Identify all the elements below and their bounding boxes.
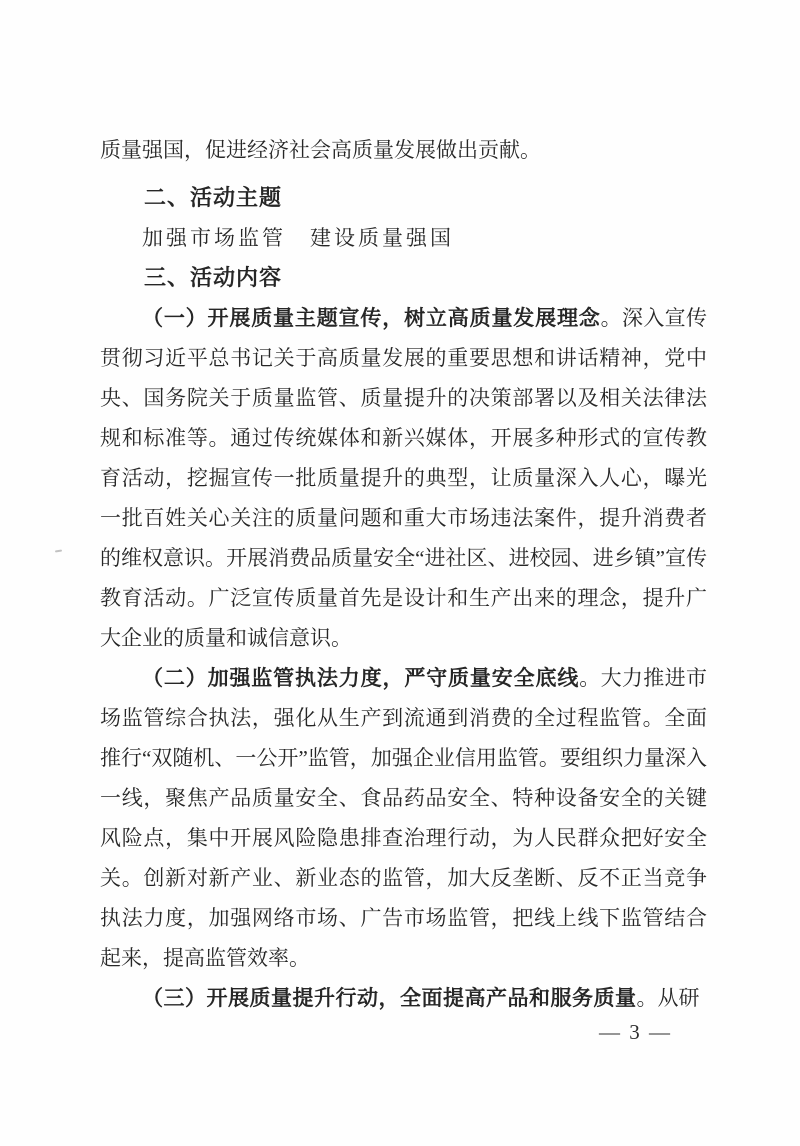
paragraph-item-1 [100,298,707,658]
paragraph-3-bold-lead: （三）开展质量提升行动，全面提高产品和服务质量 [142,986,637,1010]
document-body [100,130,707,1018]
paragraph-2-bold-lead: （二）加强监管执法力度，严守质量安全底线 [142,666,580,690]
paragraph-2-body-text: 。大力推进市场监管综合执法，强化从生产到流通到消费的全过程监管。全面推行“双随机、一公开”监管，加强企业信用监管。要组织力量深入一线，聚焦产品质量安全、食品药品安全、特种设备安全的关键风险点，集中开展风险隐患排查治理行动，为人民群众把好安全关。创新对新产业、新业态的监管，加大反垄断、反不正当竞争执法力度，加强网络市场、广告市场监管，把线上线下监管结合起来，提高监管效率。 [100,666,708,970]
section-heading-activity-content: 三、活动内容 [144,265,283,290]
paragraph-3-body-text: 。从研 [636,986,700,1010]
continuation-paragraph: 质量强国，促进经济社会高质量发展做出贡献。 [100,138,541,162]
paragraph-1-bold-lead: （一）开展质量主题宣传，树立高质量发展理念 [142,306,601,330]
activity-theme-line: 加强市场监管 建设质量强国 [142,226,454,250]
scan-artifact-speck [55,550,62,553]
section-heading-activity-theme: 二、活动主题 [144,185,283,210]
paragraph-1-body-text: 。深入宣传贯彻习近平总书记关于高质量发展的重要思想和讲话精神，党中央、国务院关于质量监管、质量提升的决策部署以及相关法律法规和标准等。通过传统媒体和新兴媒体，开展多种形式的宣传教育活动，挖掘宣传一批质量提升的典型，让质量深入人心，曝光一批百姓关心关注的质量问题和重大市场违法案件，提升消费者的维权意识。开展消费品质量安全“进社区、进校园、进乡镇”宣传教育活动。广泛宣传质量首先是设计和生产出来的理念，提升广大企业的质量和诚信意识。 [100,306,708,650]
page-number: — 3 — [599,1020,672,1044]
paragraph-item-2 [100,658,707,978]
